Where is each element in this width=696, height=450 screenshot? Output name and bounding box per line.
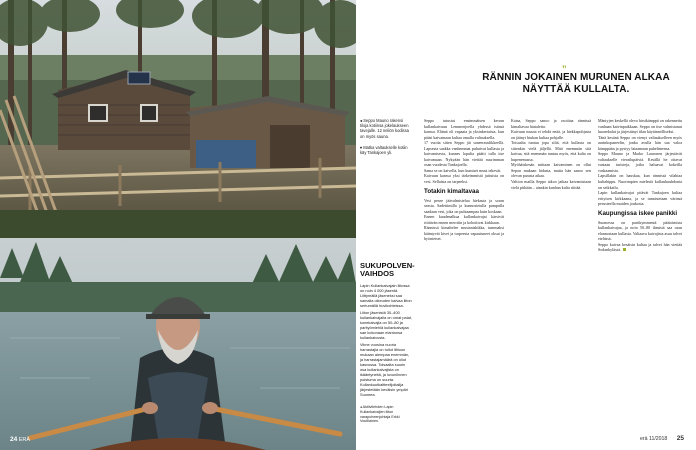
body-column-3 — [598, 118, 682, 253]
body-paragraph — [598, 242, 682, 253]
body-paragraph: Suomessa on paritkymmentä päätoimista kullankaivajaa, ja noin 50–80 ihmistä saa osan elannostaan kullasta. Valtaava kaivajista asuu talvet etelässä. — [598, 219, 682, 242]
body-column-2 — [511, 118, 591, 190]
page-number: 24 — [10, 436, 18, 443]
body-paragraph: 17 vuotta sitten Seppo jäi saneerauslikkeellä. Lapsesta saakka vanhemmat puhuivat kullasta ja kaivamisesta, kunnes lopulta päätti tulla itse kaivamaan. Nykyään hän viettää suurimman osan vuodesta Tankajoella. — [424, 140, 504, 168]
pull-quote-headline: RÄNNIN JOKAINEN MURUNEN ALKAA NÄYTTÄÄ KULLALTA. — [482, 72, 670, 95]
caption-text: Aktiivilehden Lapin Kullankaivajien liiton varapuheenjohtaja Erkki Voutilainen. — [360, 405, 400, 424]
page-footer-left — [10, 436, 30, 443]
sidebar-body — [360, 283, 412, 399]
body-paragraph: Valtion mailla Seppo aikoo jatkaa kaivamistaan vielä pitkään – ainakin kunhan kulta riittää. — [511, 179, 591, 190]
end-mark-icon — [623, 248, 626, 251]
quote-mark-icon: ” — [562, 64, 566, 74]
body-paragraph: Tänä kesänä Seppo on vienyt valtaukselleen myös aurinkopaneelin, jonka avulla hän saa valoa kämppään ja pystyy lataamaan puhelimensa. — [598, 134, 682, 151]
sidebar-heading: SUKUPOLVEN-VAIHDOS — [360, 261, 415, 279]
body-paragraph-text: Seppo kaivaa kesäisin kultaa ja talvet hän viettää Sodankylässä. — [598, 241, 682, 253]
caption-arrow-icon: ▾ — [360, 144, 364, 150]
photo-cabin — [0, 0, 356, 238]
page-number: 25 — [676, 435, 684, 442]
body-paragraph: Toisaalta tuntuu jopa siltä, että kullasta on sittenkin vielä jäljellä. Mitä enemmän sitä kaivaa, sitä enemmän tuntuu myös, että kulta on hupenemassa. — [511, 140, 591, 162]
photo-caption-bottom — [360, 405, 412, 424]
body-paragraph: Kaivuun kanssa yksi tärkeimmistä juttuista on vesi. Sellaista on tarpeeksi. — [424, 173, 504, 185]
sidebar-paragraph: Liiton jäsenistä 30–400 kullankaivajalla on omat paiat, konekaivajia on 50–80 ja parityömiehiä kullankaivajaa sae kokonaan elantonsa kullankaivusta. — [360, 310, 412, 340]
sidebar-paragraph: Lapin Kullankaivajain liitossa on noin 4 000 jäsentä. Liittymällä jäseneksi saa samalla oikeuden kaivaa liiton sertumällä huvikohteissa. — [360, 283, 412, 308]
body-paragraph: Sama se on kaivella, kun kumiset muut tekevät. — [424, 167, 502, 173]
body-paragraph: Kaivuun muuta ei tehdä enää, ja hiekkapohjasta on jäänyt hiukan kultaa pohjalle. — [511, 129, 591, 140]
body-paragraph: Vesi pesee jäävalmistelua hiekasta ja soran seasta. Sadettimilla ja kunnostetulla pumpulla saadaan vesi, joka on puhtaampaa kuin koskaan. — [424, 197, 504, 214]
section-heading: Kaupungissa iskee panikki — [598, 209, 678, 217]
body-paragraph: Katsa, Seppo sanoo ja osoittaa rännissä kimaltavaa hiutaletta. — [511, 118, 591, 129]
photo-caption-top — [360, 118, 412, 161]
body-paragraph: Myöhäiskesän mittaan kaivaminen on ollut Sepon mukaan hidasta, mutta hän sanoo sen olevan parasta aikaa. — [511, 162, 591, 179]
caption-text: Matka valtaukselle kotiin käy Tankajoen yli. — [360, 144, 408, 156]
body-paragraph: Seppo tutustui ensimmäisen kerran kullankaivuun Lemmenjoella yhdessä isänsä kanssa. Elämä oli vapaata ja yksinkertaista, kun pääsi kaivamaan kultaa omalla valtauksella. — [424, 118, 504, 140]
magazine-issue: erä 11/2018 — [640, 436, 668, 442]
caption-arrow-icon: ◂ — [360, 405, 363, 409]
body-paragraph: Ennen kaudenalkua kullankaivajat kärsivät riittävän ennen merrtiin ja kohottivat kirkkaan. — [424, 214, 504, 225]
caption-text: Seppo Mauno rakensi tiloja kotiinsa jokelaukseen tavejalle. 12 neliön kodissa on myös sauna. — [360, 118, 409, 139]
caption-arrow-icon: ◂ — [360, 118, 364, 123]
magazine-name: ERÄ — [18, 437, 31, 443]
body-paragraph: Mäntyjen keskellä oleva hirsikämppä on rakennettu vanhaan kaivinpaikkaan. Seppo on itse valmistanut huonekalut ja järjestänyt tilan käytännölliseksi. — [598, 118, 682, 135]
page-footer-right — [640, 435, 684, 442]
photo-man-rowing — [0, 238, 356, 450]
body-paragraph: Rännissä kimaltelee mustaniskikka, tummaksi kääntyvät kivet ja turpeesta vapautuneet oksat ja hyönteiset. — [424, 225, 504, 242]
body-paragraph: Lapsillakin on hauskaa, kun rännissä vilahtaa kultahippu. Nuorimpien mielestä kullanhuuhdonta on seikkailu. — [598, 173, 682, 190]
body-paragraph: Seppo Mauno ja Marko Lauronen järjestävät valtaukselle vierailupäiviä. Kesällä he ottavat vastaan turisteja, jotka haluavat kokeilla vaskaamista. — [598, 151, 682, 173]
sidebar-paragraph: Viime vuosina nuoria harrastajia on tullut liittoon mukaan alempaa enemmän, ja harrastajamäärä on ollut kasvussa. Toisaalta suurin osa kullankaivajista on ikääntyneitä, ja luvunlinnen poistuma on suurta. Kullankuutkaitteelijoitailja järjestetään keväisin ympäri Suomea. — [360, 342, 410, 397]
body-column-1 — [424, 118, 504, 242]
section-heading: Totakin kimaltavaa — [424, 187, 479, 195]
body-paragraph: Lapin kullankaivajat pitävät Tankajoen kultaa erityisen kirkkaana, ja se tunnistetaan värinsä perusteella muiden joukosta. — [598, 190, 682, 207]
